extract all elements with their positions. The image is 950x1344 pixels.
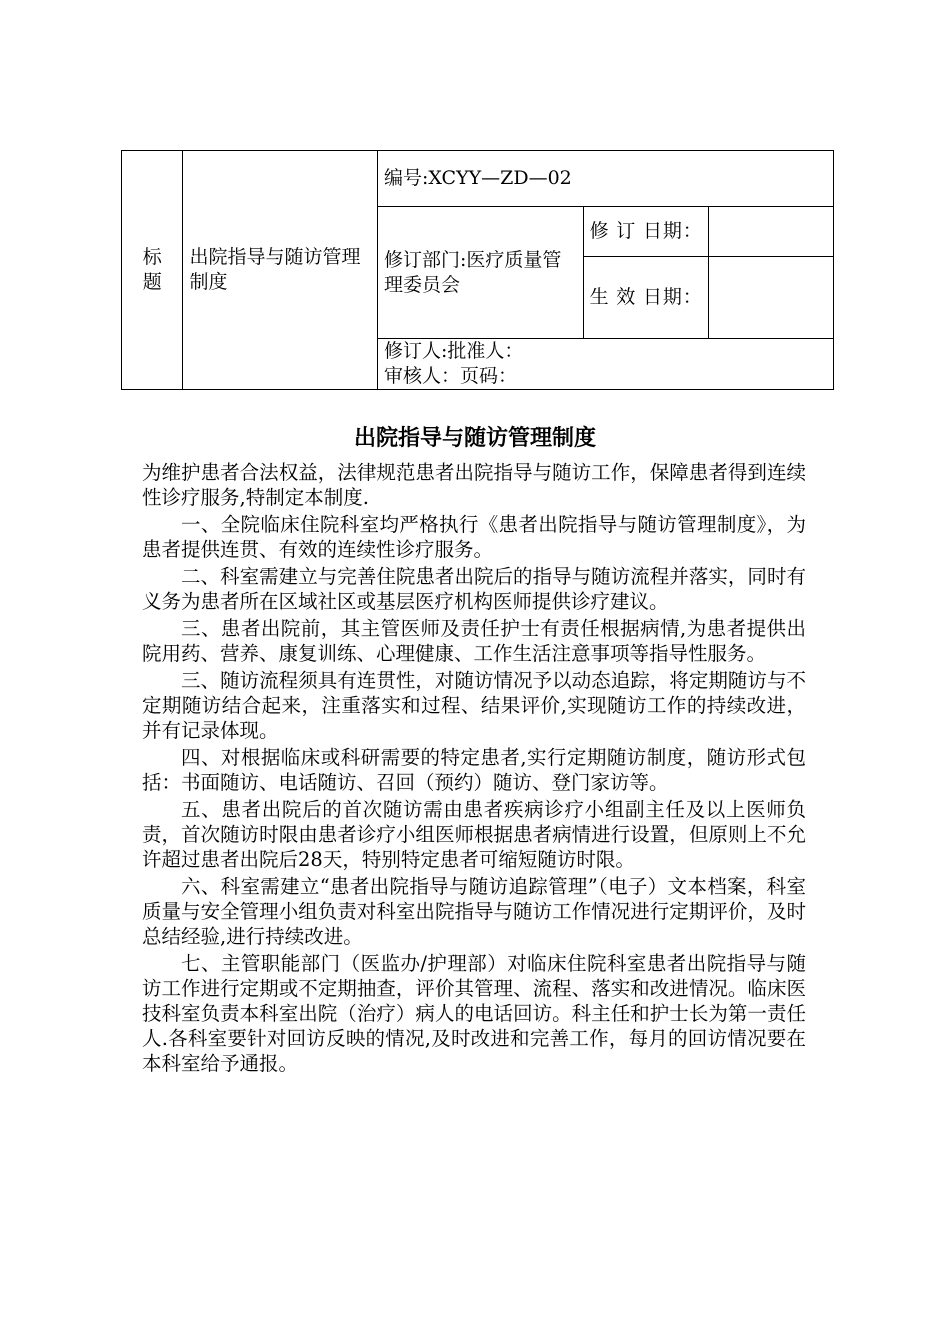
paragraph-6: 五、患者出院后的首次随访需由患者疾病诊疗小组副主任及以上医师负责，首次随访时限由患者诊疗小组医师根据患者病情进行设置，但原则上不允许超过患者出院后28天，特别特定患者可缩短随访时限。	[142, 798, 806, 871]
effective-date-value	[708, 257, 833, 339]
signature-cell	[377, 339, 833, 390]
body-text	[142, 460, 806, 1078]
page-title: 出院指导与随访管理制度	[353, 426, 596, 451]
doc-number: 编号:XCYY—ZD—02	[383, 167, 572, 189]
paragraph-8: 七、主管职能部门（医监办/护理部）对临床住院科室患者出院指导与随访工作进行定期或不定期抽查，评价其管理、流程、落实和改进情况。临床医技科室负责本科室出院（治疗）病人的电话回访。科主任和护士长为第一责任人.各科室要针对回访反映的情况,及时改进和完善工作，每月的回访情况要在本科室给予通报。	[142, 952, 806, 1075]
revise-dept: 修订部门:医疗质量管理委员会	[383, 248, 562, 296]
reviser-approver: 修订人:批准人：	[383, 340, 524, 362]
paragraph-1: 一、全院临床住院科室均严格执行《患者出院指导与随访管理制度》，为患者提供连贯、有效的连续性诊疗服务。	[142, 513, 806, 561]
header-label: 标题	[142, 246, 162, 293]
paragraph-4: 三、随访流程须具有连贯性，对随访情况予以动态追踪，将定期随访与不定期随访结合起来，注重落实和过程、结果评价,实现随访工作的持续改进，并有记录体现。	[142, 669, 806, 742]
paragraph-2: 二、科室需建立与完善住院患者出院后的指导与随访流程并落实，同时有义务为患者所在区域社区或基层医疗机构医师提供诊疗建议。	[142, 565, 806, 613]
header-doc-title: 出院指导与随访管理制度	[189, 246, 361, 293]
reviewer-page: 审核人：页码：	[383, 365, 517, 387]
effective-date-label-cell	[583, 257, 708, 339]
paragraph-5: 四、对根据临床或科研需要的特定患者,实行定期随访制度，随访形式包括：书面随访、电话随访、召回（预约）随访、登门家访等。	[142, 746, 806, 794]
paragraph-3: 三、患者出院前，其主管医师及责任护士有责任根据病情,为患者提供出院用药、营养、康复训练、心理健康、工作生活注意事项等指导性服务。	[142, 617, 806, 665]
effective-date-label: 生 效 日期：	[589, 286, 702, 308]
revise-dept-cell	[377, 207, 583, 339]
revise-date-label: 修 订 日期：	[589, 220, 702, 242]
revise-date-label-cell	[583, 207, 708, 257]
revise-date-value	[708, 207, 833, 257]
paragraph-7: 六、科室需建立“患者出院指导与随访追踪管理”（电子）文本档案，科室质量与安全管理小组负责对科室出院指导与随访工作情况进行定期评价，及时总结经验,进行持续改进。	[142, 875, 806, 948]
header-title-cell	[183, 151, 377, 390]
doc-number-cell	[377, 151, 833, 207]
paragraph-intro: 为维护患者合法权益，法律规范患者出院指导与随访工作，保障患者得到连续性诊疗服务,特制定本制度.	[142, 461, 806, 509]
header-label-cell	[122, 151, 183, 390]
document-header-table	[121, 150, 834, 390]
